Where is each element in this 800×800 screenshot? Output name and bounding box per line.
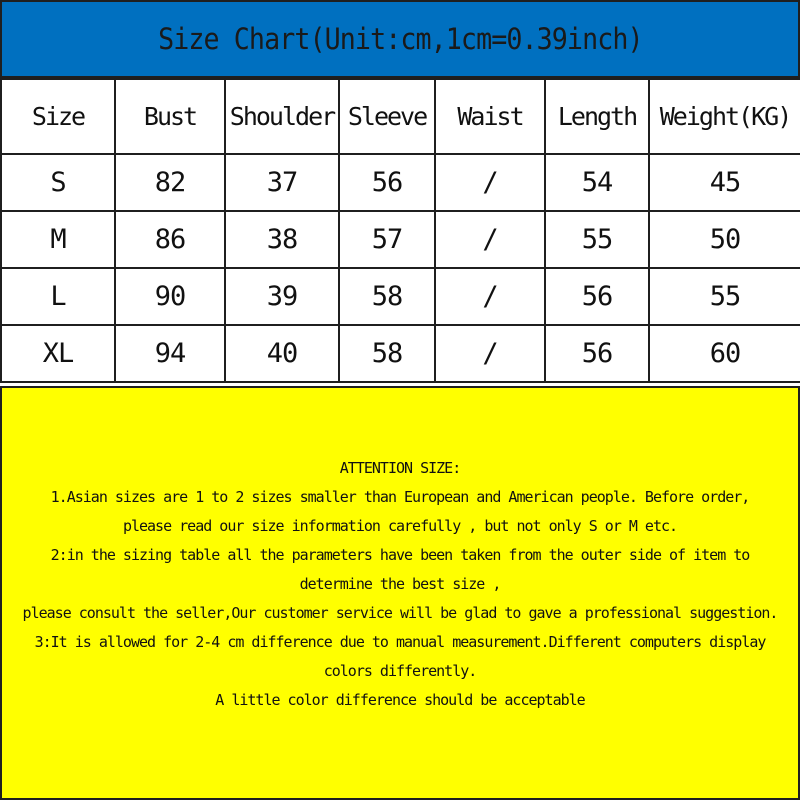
cell-length: 55 [545, 211, 649, 268]
table-row [1, 325, 800, 382]
cell-waist: / [435, 268, 545, 325]
cell-size: XL [1, 325, 115, 382]
table-row [1, 268, 800, 325]
notes-line: please consult the seller,Our customer service will be glad to gave a professional suggestion. [22, 604, 778, 622]
header-weight: Weight(KG) [649, 79, 800, 154]
notes-line: colors differently. [323, 662, 477, 680]
cell-weight: 50 [649, 211, 800, 268]
cell-sleeve: 56 [339, 154, 435, 211]
header-size: Size [1, 79, 115, 154]
attention-notes [0, 386, 800, 800]
table-row [1, 211, 800, 268]
header-shoulder: Shoulder [225, 79, 339, 154]
cell-size: L [1, 268, 115, 325]
notes-line: determine the best size , [299, 575, 501, 593]
size-chart-header [0, 0, 800, 78]
cell-size: S [1, 154, 115, 211]
cell-shoulder: 40 [225, 325, 339, 382]
header-bust: Bust [115, 79, 225, 154]
header-length: Length [545, 79, 649, 154]
cell-waist: / [435, 154, 545, 211]
size-chart-title: Size Chart(Unit:cm,1cm=0.39inch) [157, 22, 643, 56]
cell-length: 56 [545, 325, 649, 382]
cell-sleeve: 58 [339, 268, 435, 325]
notes-line: please read our size information carefully , but not only S or M etc. [122, 517, 678, 535]
header-sleeve: Sleeve [339, 79, 435, 154]
cell-length: 56 [545, 268, 649, 325]
cell-size: M [1, 211, 115, 268]
notes-line: 3:It is allowed for 2-4 cm difference due to manual measurement.Different computers display [34, 633, 766, 651]
cell-waist: / [435, 211, 545, 268]
notes-heading: ATTENTION SIZE: [339, 459, 461, 477]
cell-bust: 86 [115, 211, 225, 268]
cell-weight: 60 [649, 325, 800, 382]
notes-line: 1.Asian sizes are 1 to 2 sizes smaller than European and American people. Before order, [50, 488, 750, 506]
notes-line: A little color difference should be acceptable [215, 691, 585, 709]
cell-shoulder: 38 [225, 211, 339, 268]
cell-waist: / [435, 325, 545, 382]
cell-shoulder: 39 [225, 268, 339, 325]
cell-sleeve: 57 [339, 211, 435, 268]
size-table [0, 78, 800, 383]
cell-bust: 82 [115, 154, 225, 211]
notes-line: 2:in the sizing table all the parameters have been taken from the outer side of item to [50, 546, 750, 564]
table-header-row [1, 79, 800, 154]
table-row [1, 154, 800, 211]
cell-shoulder: 37 [225, 154, 339, 211]
cell-sleeve: 58 [339, 325, 435, 382]
cell-bust: 94 [115, 325, 225, 382]
cell-weight: 55 [649, 268, 800, 325]
cell-length: 54 [545, 154, 649, 211]
cell-bust: 90 [115, 268, 225, 325]
cell-weight: 45 [649, 154, 800, 211]
header-waist: Waist [435, 79, 545, 154]
